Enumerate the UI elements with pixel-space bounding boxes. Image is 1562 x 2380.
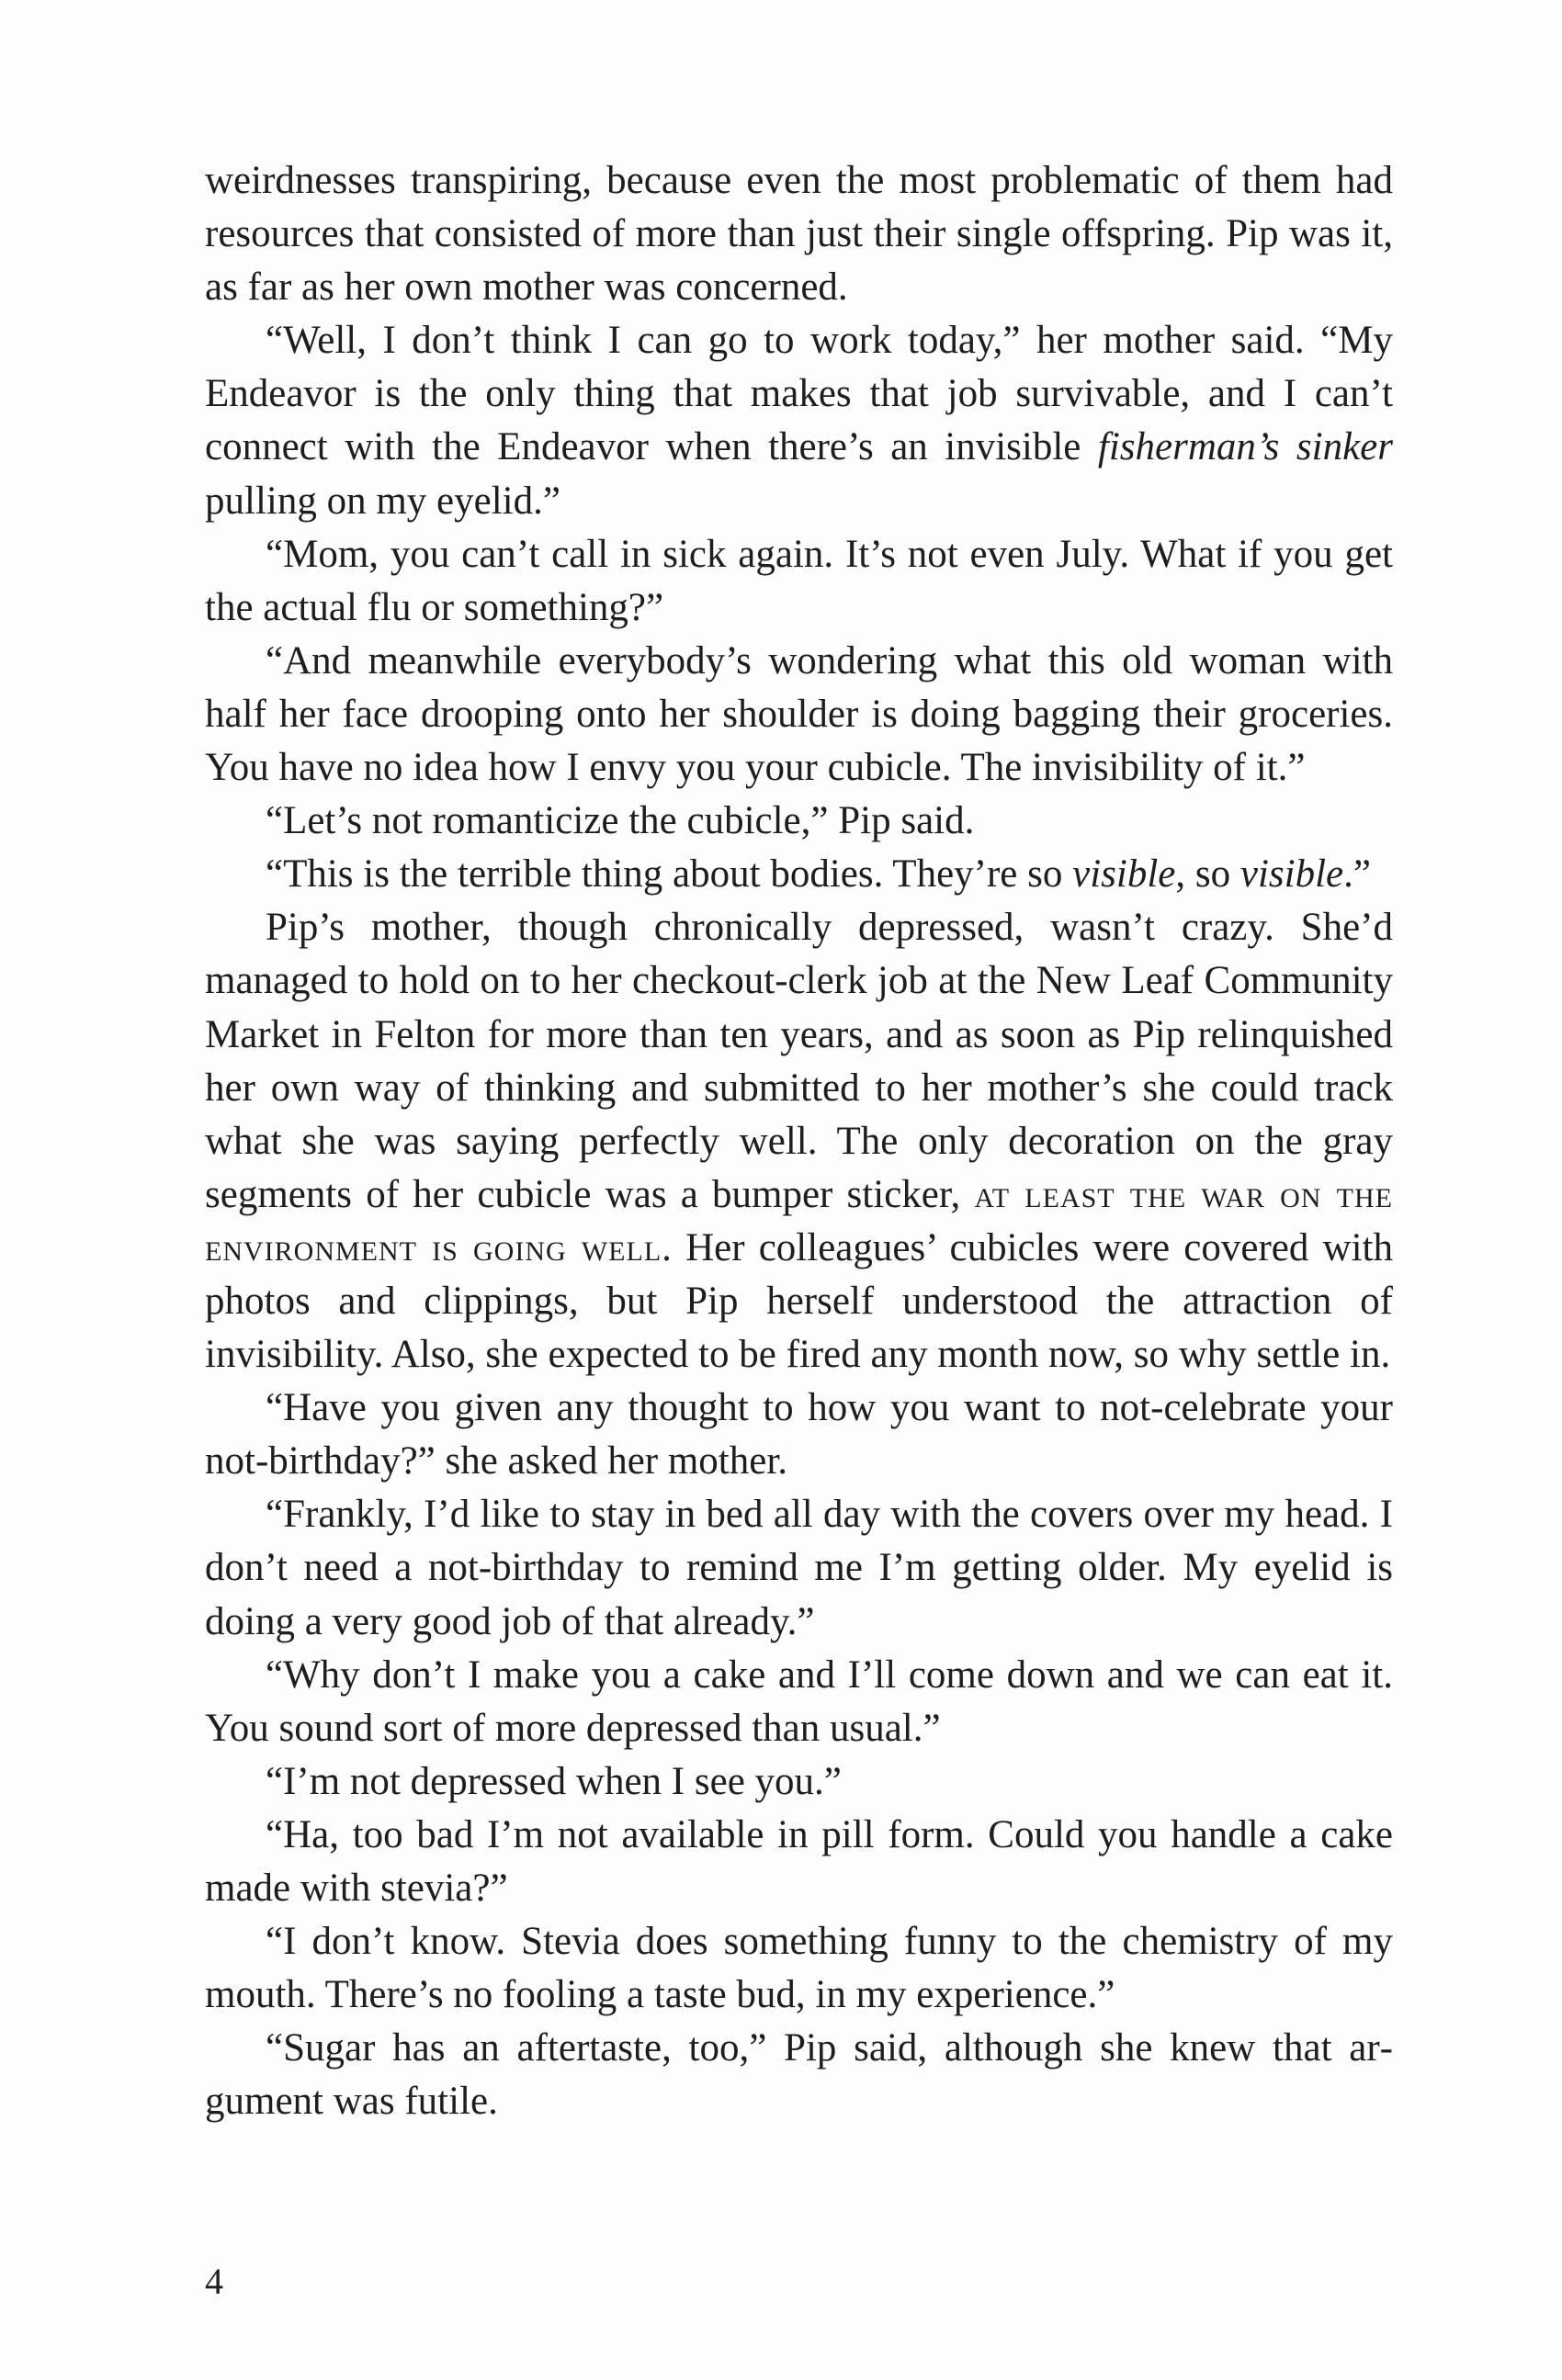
paragraph: “Frankly, I’d like to stay in bed all day with the covers over my head. I don’t need a not-birthday to remind me I’m getting older. My eyelid is doing a very good job of that already.” <box>205 1493 1393 1643</box>
paragraph: “Let’s not romanticize the cubicle,” Pip said. <box>266 799 975 843</box>
paragraph: “And meanwhile everybody’s wondering what this old woman with half her face drooping onto her shoulder is doing bagging their groceries. You have no idea how I envy you your cubicle. The invisibility of it.” <box>205 638 1393 790</box>
italic-text: visible <box>1239 852 1344 897</box>
italic-text: fisherman’s sinker <box>1097 425 1393 469</box>
paragraph <box>205 901 1393 1382</box>
paragraph: “Why don’t I make you a cake and I’ll come down and we can eat it. You sound sort of more depressed than usual.” <box>205 1652 1393 1750</box>
paragraph: “Mom, you can’t call in sick again. It’s not even July. What if you get the actual flu or something?” <box>205 532 1393 629</box>
paragraph: “I don’t know. Stevia does something funny to the chemistry of my mouth. There’s no fooling a taste bud, in my experience.” <box>205 1920 1393 2017</box>
italic-text: visible <box>1072 852 1176 897</box>
paragraph: weirdnesses transpiring, because even the most problematic of them had resources that consisted of more than just their single offspring. Pip was it, as far as her own mother was concerned. <box>205 159 1393 310</box>
text-run: .” <box>1343 852 1371 897</box>
paragraph: “Ha, too bad I’m not available in pill form. Could you handle a cake made with stevia?” <box>205 1812 1393 1910</box>
text-run: pulling on my eyelid.” <box>205 479 560 523</box>
paragraph <box>205 314 1393 527</box>
text-run: “This is the terrible thing about bodies. They’re so <box>266 852 1073 897</box>
page-number: 4 <box>205 2261 223 2302</box>
paragraph: “Sugar has an aftertaste, too,” Pip said, although she knew that argument was futile. <box>205 2026 1393 2124</box>
bumper-sticker-text: at least the war on the environment is going well <box>205 1172 1393 1269</box>
text-run: , so <box>1175 852 1240 897</box>
body-text <box>205 154 1393 2128</box>
text-run: “Well, I don’t think I can go to work today,” her mother said. “My Endeavor is the only thing that makes that job survivable, and I can’t connect with the Endeavor when there’s an invisible <box>205 319 1393 469</box>
text-run: Pip’s mother, though chronically depressed, wasn’t crazy. She’d managed to hold on to her checkout-clerk job at the New Leaf Community Market in Felton for more than ten years, and as soon as Pip relinquished her own way of thinking and submitted to her mother’s she could track what she was saying perfectly well. The only decoration on the gray segments of her cubicle was a bumper sticker, <box>205 906 1393 1216</box>
paragraph: “I’m not depressed when I see you.” <box>266 1759 842 1803</box>
paragraph <box>205 848 1393 901</box>
paragraph: “Have you given any thought to how you want to not-celebrate your not-birthday?” she asked her mother. <box>205 1386 1393 1483</box>
text-run: . Her colleagues’ cubicles were covered with photos and clippings, but Pip herself understood the attraction of invisibility. Also, she expected to be fired any month now, so why settle in. <box>205 1225 1393 1377</box>
